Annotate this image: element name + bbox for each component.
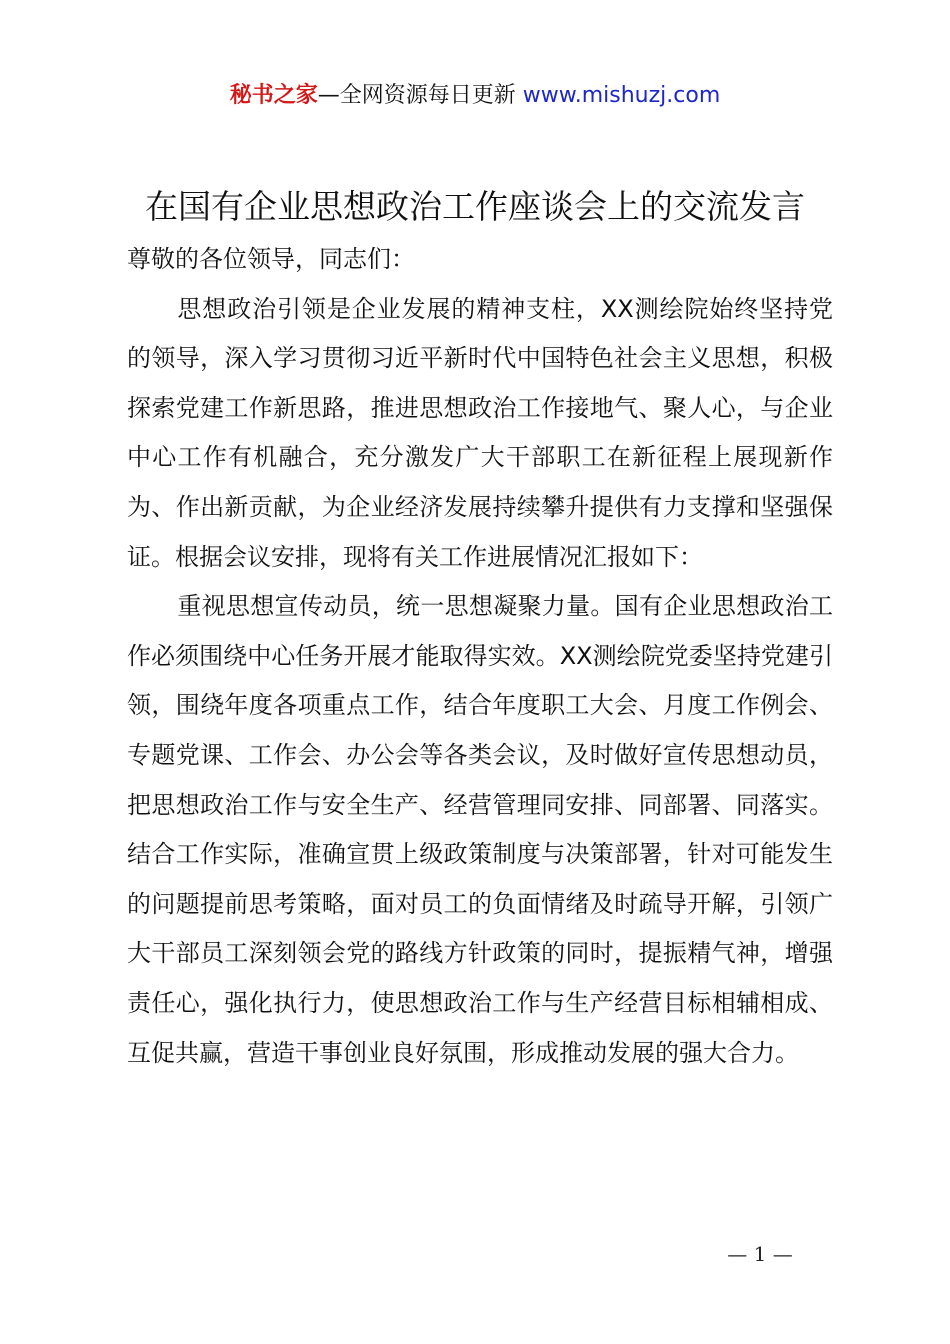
site-url-link[interactable]: www.mishuzj.com xyxy=(522,83,721,108)
document-title: 在国有企业思想政治工作座谈会上的交流发言 xyxy=(145,187,805,226)
document-body xyxy=(127,235,833,1078)
page-number: — 1 — xyxy=(727,1242,793,1266)
site-header xyxy=(0,80,950,112)
paragraph-2: 重视思想宣传动员，统一思想凝聚力量。国有企业思想政治工作必须围绕中心任务开展才能取得实效。XX测绘院党委坚持党建引领，围绕年度各项重点工作，结合年度职工大会、月度工作例会、专题党课、工作会、办公会等各类会议，及时做好宣传思想动员，把思想政治工作与安全生产、经营管理同安排、同部署、同落实。结合工作实际，准确宣贯上级政策制度与决策部署，针对可能发生的问题提前思考策略，面对员工的负面情绪及时疏导开解，引领广大干部员工深刻领会党的路线方针政策的同时，提振精气神，增强责任心，强化执行力，使思想政治工作与生产经营目标相辅相成、互促共赢，营造干事创业良好氛围，形成推动发展的强大合力。 xyxy=(127,592,833,1067)
paragraph-1: 思想政治引领是企业发展的精神支柱，XX测绘院始终坚持党的领导，深入学习贯彻习近平新时代中国特色社会主义思想，积极探索党建工作新思路，推进思想政治工作接地气、聚人心，与企业中心工作有机融合，充分激发广大干部职工在新征程上展现新作为、作出新贡献，为企业经济发展持续攀升提供有力支撑和坚强保证。根据会议安排，现将有关工作进展情况汇报如下： xyxy=(127,294,833,571)
header-tagline: —全网资源每日更新 xyxy=(317,83,516,108)
salutation: 尊敬的各位领导，同志们： xyxy=(127,245,415,273)
brand-name: 秘书之家 xyxy=(229,83,318,108)
